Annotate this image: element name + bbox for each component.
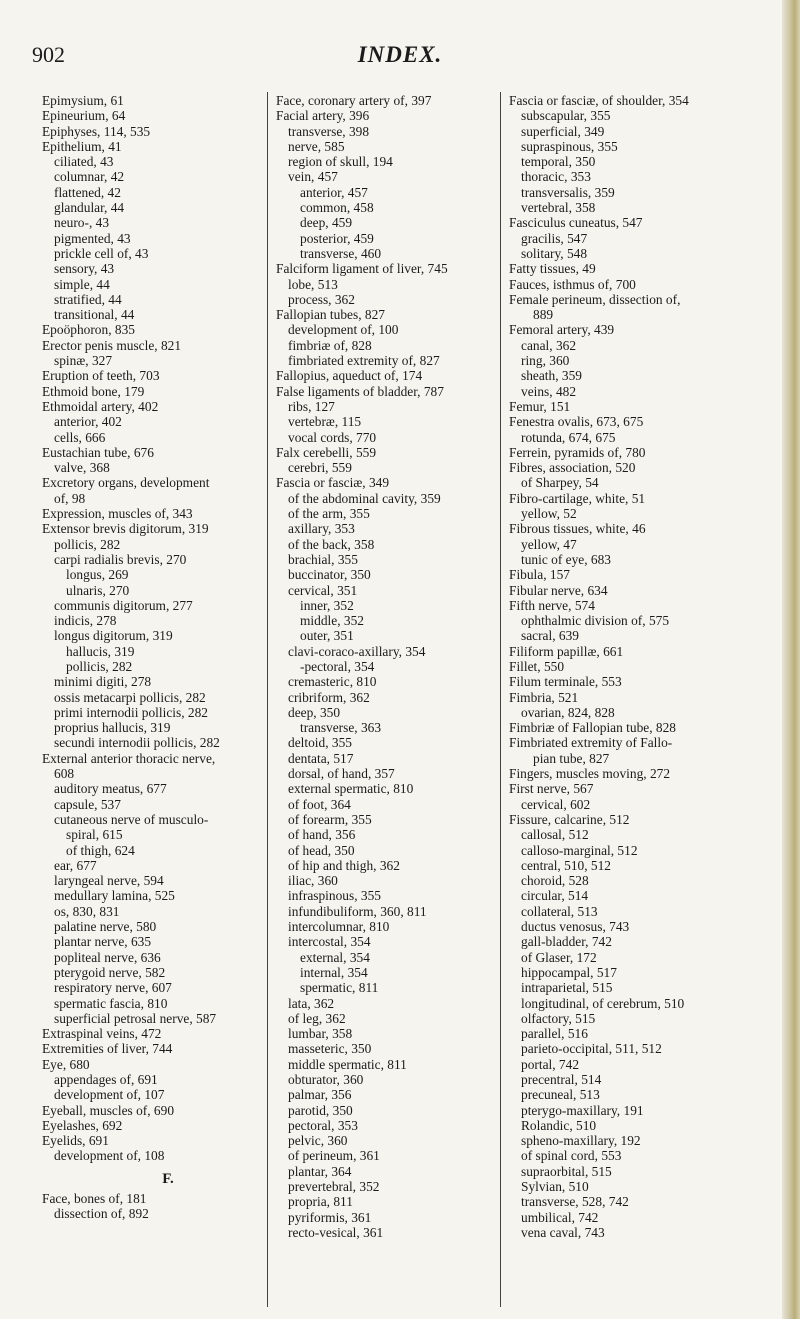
index-entry: of forearm, 355 <box>288 811 372 827</box>
index-entry: of thigh, 624 <box>66 842 135 858</box>
index-entry: 889 <box>533 307 554 323</box>
index-entry: Epimysium, 61 <box>42 93 124 108</box>
index-entry: masseteric, 350 <box>288 1041 372 1057</box>
index-entry: Fascia or fasciæ, of shoulder, 354 <box>509 93 689 108</box>
index-entry: Fifth nerve, 574 <box>509 597 595 613</box>
index-entry: Extensor brevis digitorum, 319 <box>42 521 209 537</box>
index-entry: Eruption of teeth, 703 <box>42 368 160 384</box>
index-entry: dorsal, of hand, 357 <box>288 766 395 782</box>
index-entry: sensory, 43 <box>54 261 115 277</box>
index-entry: ovarian, 824, 828 <box>521 704 615 720</box>
index-entry: indicis, 278 <box>54 613 117 629</box>
index-entry: precuneal, 513 <box>521 1087 600 1103</box>
index-entry: Epithelium, 41 <box>42 138 122 154</box>
index-entry: Eyeball, muscles of, 690 <box>42 1102 175 1118</box>
index-entry: Fimbria, 521 <box>509 689 579 705</box>
index-entry: popliteal nerve, 636 <box>54 949 161 965</box>
index-entry: development of, 107 <box>54 1087 165 1103</box>
index-entry: cutaneous nerve of musculo- <box>54 811 209 827</box>
index-entry: pollicis, 282 <box>54 536 121 552</box>
index-entry: sheath, 359 <box>521 368 582 384</box>
index-entry: pigmented, 43 <box>54 230 131 246</box>
index-entry: pterygo-maxillary, 191 <box>521 1102 644 1118</box>
index-entry: ductus venosus, 743 <box>521 919 630 935</box>
index-entry: Ferrein, pyramids of, 780 <box>509 444 646 460</box>
index-entry: Face, bones of, 181 <box>42 1191 147 1207</box>
index-entry: cerebri, 559 <box>288 460 352 476</box>
index-entry: Fibular nerve, 634 <box>509 582 608 598</box>
index-entry: capsule, 537 <box>54 796 121 812</box>
section-letter: F. <box>162 1170 174 1187</box>
index-entry: spermatic fascia, 810 <box>54 995 168 1011</box>
index-entry: inner, 352 <box>300 597 354 613</box>
index-entry: Excretory organs, development <box>42 475 210 491</box>
index-entry: Extraspinal veins, 472 <box>42 1026 162 1042</box>
index-entry: prickle cell of, 43 <box>54 245 149 261</box>
index-entry: olfactory, 515 <box>521 1010 596 1026</box>
index-entry: neuro-, 43 <box>54 215 110 231</box>
index-entry: calloso-marginal, 512 <box>521 842 638 858</box>
index-entry: thoracic, 353 <box>521 169 591 185</box>
index-entry: Expression, muscles of, 343 <box>42 506 193 522</box>
index-entry: gracilis, 547 <box>521 230 588 246</box>
index-entry: anterior, 457 <box>300 184 368 200</box>
index-entry: ossis metacarpi pollicis, 282 <box>54 689 206 705</box>
index-entry: rotunda, 674, 675 <box>521 429 616 445</box>
index-entry: lumbar, 358 <box>288 1026 353 1042</box>
index-entry: temporal, 350 <box>521 154 596 170</box>
index-entry: flattened, 42 <box>54 184 121 200</box>
index-entry: transversalis, 359 <box>521 184 615 200</box>
index-entry: Extremities of liver, 744 <box>42 1041 173 1057</box>
index-entry: spiral, 615 <box>66 827 123 843</box>
index-entry: Femoral artery, 439 <box>509 322 615 338</box>
index-entry: collateral, 513 <box>521 903 598 919</box>
page-number: 902 <box>32 42 65 67</box>
index-entry: region of skull, 194 <box>288 154 393 170</box>
index-entry: of spinal cord, 553 <box>521 1148 622 1164</box>
index-entry: of foot, 364 <box>288 796 351 812</box>
index-entry: fimbriated extremity of, 827 <box>288 353 440 369</box>
index-entry: outer, 351 <box>300 628 354 644</box>
index-entry: spheno-maxillary, 192 <box>521 1133 641 1149</box>
index-entry: of the arm, 355 <box>288 506 370 522</box>
index-entry: os, 830, 831 <box>54 903 120 919</box>
index-entry: ulnaris, 270 <box>66 582 130 598</box>
index-entry: primi internodii pollicis, 282 <box>54 704 208 720</box>
index-entry: of leg, 362 <box>288 1010 346 1026</box>
index-entry: deltoid, 355 <box>288 735 352 751</box>
index-entry: Epoöphoron, 835 <box>42 322 135 338</box>
index-entry: pyriformis, 361 <box>288 1209 372 1225</box>
index-entry: Fauces, isthmus of, 700 <box>509 276 636 292</box>
index-entry: cervical, 351 <box>288 582 358 598</box>
index-entry: Eyelashes, 692 <box>42 1117 123 1133</box>
index-entry: Falciform ligament of liver, 745 <box>276 261 448 277</box>
index-entry: vertebral, 358 <box>521 200 596 216</box>
index-entry: secundi internodii pollicis, 282 <box>54 735 220 751</box>
index-entry: Female perineum, dissection of, <box>509 291 681 307</box>
index-entry: valve, 368 <box>54 460 110 476</box>
index-entry: plantar, 364 <box>288 1163 352 1179</box>
index-entry: of perineum, 361 <box>288 1148 380 1164</box>
index-entry: circular, 514 <box>521 888 589 904</box>
index-entry: cells, 666 <box>54 429 106 445</box>
index-entry: internal, 354 <box>300 964 368 980</box>
index-entry: First nerve, 567 <box>509 781 594 797</box>
index-entry: longus, 269 <box>66 567 129 583</box>
index-entry: Fibro-cartilage, white, 51 <box>509 490 646 506</box>
index-entry: longus digitorum, 319 <box>54 628 173 644</box>
index-entry: transverse, 460 <box>300 245 382 261</box>
index-entry: choroid, 528 <box>521 873 589 889</box>
index-entry: superficial petrosal nerve, 587 <box>54 1010 217 1026</box>
index-entry: columnar, 42 <box>54 169 125 185</box>
index-entry: callosal, 512 <box>521 827 589 843</box>
index-entry: Fibrous tissues, white, 46 <box>509 521 646 537</box>
index-entry: Fasciculus cuneatus, 547 <box>509 215 643 231</box>
index-entry: middle, 352 <box>300 613 364 629</box>
index-entry: axillary, 353 <box>288 521 355 537</box>
index-entry: intercostal, 354 <box>288 934 371 950</box>
index-entry: obturator, 360 <box>288 1072 364 1087</box>
index-entry: brachial, 355 <box>288 551 358 567</box>
index-entry: of Glaser, 172 <box>521 949 597 965</box>
index-entry: vena caval, 743 <box>521 1224 605 1240</box>
index-entry: vertebræ, 115 <box>288 414 362 430</box>
index-entry: auditory meatus, 677 <box>54 781 167 797</box>
index-entry: gall-bladder, 742 <box>521 934 612 950</box>
index-entry: transverse, 363 <box>300 720 382 736</box>
index-entry: of the back, 358 <box>288 536 375 552</box>
index-entry: cribriform, 362 <box>288 689 370 705</box>
index-entry: Filiform papillæ, 661 <box>509 643 624 659</box>
index-entry: respiratory nerve, 607 <box>54 980 172 996</box>
index-entry: pian tube, 827 <box>533 750 610 766</box>
index-entry: lata, 362 <box>288 995 335 1011</box>
index-entry: proprius hallucis, 319 <box>54 720 171 736</box>
index-column-3 <box>509 93 759 1240</box>
index-entry: supraspinous, 355 <box>521 138 618 154</box>
index-entry: Femur, 151 <box>509 398 571 414</box>
index-entry: Fallopian tubes, 827 <box>276 307 385 323</box>
index-entry: Face, coronary artery of, 397 <box>276 93 432 108</box>
index-entry: Fingers, muscles moving, 272 <box>509 766 671 782</box>
index-entry: of the abdominal cavity, 359 <box>288 490 441 506</box>
column-divider <box>500 92 501 1307</box>
index-entry: fimbriæ of, 828 <box>288 337 372 353</box>
index-entry: yellow, 52 <box>521 506 577 522</box>
index-entry: deep, 459 <box>300 215 353 231</box>
index-entry: process, 362 <box>288 291 355 307</box>
column-divider <box>267 92 268 1307</box>
index-entry: veins, 482 <box>521 383 577 399</box>
index-entry: Eustachian tube, 676 <box>42 444 154 460</box>
index-entry: minimi digiti, 278 <box>54 674 152 690</box>
index-entry: of head, 350 <box>288 842 355 858</box>
index-entry: vein, 457 <box>288 169 338 185</box>
index-entry: transitional, 44 <box>54 307 135 323</box>
index-entry: parotid, 350 <box>288 1102 353 1118</box>
index-entry: Filum terminale, 553 <box>509 674 622 690</box>
index-entry: nerve, 585 <box>288 138 345 154</box>
index-entry: recto-vesical, 361 <box>288 1224 384 1240</box>
index-entry: hippocampal, 517 <box>521 964 617 980</box>
index-entry: middle spermatic, 811 <box>288 1056 407 1072</box>
index-entry: longitudinal, of cerebrum, 510 <box>521 995 685 1011</box>
index-entry: Fatty tissues, 49 <box>509 261 596 277</box>
index-entry: superficial, 349 <box>521 123 605 139</box>
index-entry: Fimbriæ of Fallopian tube, 828 <box>509 720 677 736</box>
page-edge <box>782 0 800 1319</box>
index-entry: external spermatic, 810 <box>288 781 414 797</box>
index-entry: Rolandic, 510 <box>521 1117 597 1133</box>
index-entry: prevertebral, 352 <box>288 1179 380 1195</box>
index-entry: Erector penis muscle, 821 <box>42 337 182 353</box>
index-entry: Fibula, 157 <box>509 567 571 583</box>
index-entry: common, 458 <box>300 200 374 216</box>
index-entry: ear, 677 <box>54 857 97 873</box>
index-entry: tunic of eye, 683 <box>521 551 611 567</box>
index-entry: External anterior thoracic nerve, <box>42 750 216 766</box>
index-entry: umbilical, 742 <box>521 1209 599 1225</box>
index-entry: cervical, 602 <box>521 796 591 812</box>
index-entry: cremasteric, 810 <box>288 674 377 690</box>
index-entry: Fimbriated extremity of Fallo- <box>509 735 673 751</box>
index-entry: vocal cords, 770 <box>288 429 377 445</box>
index-entry: stratified, 44 <box>54 291 122 307</box>
index-entry: transverse, 528, 742 <box>521 1194 629 1210</box>
index-entry: glandular, 44 <box>54 200 125 216</box>
index-entry: ring, 360 <box>521 353 570 369</box>
page-title: INDEX. <box>357 42 443 67</box>
index-entry: external, 354 <box>300 949 370 965</box>
index-entry: of Sharpey, 54 <box>521 475 599 491</box>
index-entry: Facial artery, 396 <box>276 108 370 124</box>
index-entry: appendages of, 691 <box>54 1072 158 1087</box>
index-entry: supraorbital, 515 <box>521 1163 612 1179</box>
index-entry: parieto-occipital, 511, 512 <box>521 1041 662 1057</box>
index-entry: clavi-coraco-axillary, 354 <box>288 643 426 659</box>
index-column-1 <box>42 93 264 1222</box>
index-entry: Sylvian, 510 <box>521 1179 589 1195</box>
index-entry: Eye, 680 <box>42 1056 90 1072</box>
index-entry: palatine nerve, 580 <box>54 919 157 935</box>
index-entry: sacral, 639 <box>521 628 580 644</box>
index-entry: iliac, 360 <box>288 873 338 889</box>
index-entry: development of, 108 <box>54 1148 165 1164</box>
index-entry: pollicis, 282 <box>66 658 133 674</box>
index-entry: plantar nerve, 635 <box>54 934 152 950</box>
index-entry: medullary lamina, 525 <box>54 888 175 904</box>
index-entry: dentata, 517 <box>288 750 354 766</box>
index-entry: pterygoid nerve, 582 <box>54 964 166 980</box>
index-entry: dissection of, 892 <box>54 1206 149 1222</box>
index-entry: palmar, 356 <box>288 1087 352 1103</box>
index-entry: of hand, 356 <box>288 827 356 843</box>
index-entry: ophthalmic division of, 575 <box>521 613 670 629</box>
index-entry: spinæ, 327 <box>54 353 113 369</box>
index-entry: of, 98 <box>54 490 86 506</box>
index-entry: subscapular, 355 <box>521 108 611 124</box>
index-entry: deep, 350 <box>288 704 341 720</box>
index-entry: Fallopius, aqueduct of, 174 <box>276 368 423 384</box>
index-entry: Eyelids, 691 <box>42 1133 109 1149</box>
index-entry: False ligaments of bladder, 787 <box>276 383 444 399</box>
page-header <box>0 42 800 72</box>
index-entry: infraspinous, 355 <box>288 888 381 904</box>
index-entry: canal, 362 <box>521 337 577 353</box>
index-entry: Epineurium, 64 <box>42 108 126 124</box>
index-entry: portal, 742 <box>521 1056 580 1072</box>
index-entry: parallel, 516 <box>521 1026 588 1042</box>
index-entry: Fenestra ovalis, 673, 675 <box>509 414 644 430</box>
index-entry: intercolumnar, 810 <box>288 919 390 935</box>
index-entry: Falx cerebelli, 559 <box>276 444 377 460</box>
index-entry: infundibuliform, 360, 811 <box>288 903 427 919</box>
index-entry: carpi radialis brevis, 270 <box>54 551 187 567</box>
index-entry: Fibres, association, 520 <box>509 460 636 476</box>
index-entry: solitary, 548 <box>521 245 588 261</box>
index-entry: Ethmoidal artery, 402 <box>42 398 159 414</box>
index-entry: development of, 100 <box>288 322 399 338</box>
index-entry: Fillet, 550 <box>509 658 565 674</box>
index-entry: buccinator, 350 <box>288 567 371 583</box>
index-entry: communis digitorum, 277 <box>54 597 193 613</box>
index-entry: -pectoral, 354 <box>300 658 375 674</box>
index-entry: lobe, 513 <box>288 276 338 292</box>
index-entry: simple, 44 <box>54 276 110 292</box>
index-entry: ribs, 127 <box>288 398 335 414</box>
index-entry: posterior, 459 <box>300 230 374 246</box>
index-entry: spermatic, 811 <box>300 980 379 996</box>
index-entry: precentral, 514 <box>521 1072 602 1087</box>
index-entry: Fascia or fasciæ, 349 <box>276 475 390 491</box>
index-entry: ciliated, 43 <box>54 154 114 170</box>
index-entry: pectoral, 353 <box>288 1117 358 1133</box>
index-column-2 <box>276 93 498 1240</box>
index-entry: yellow, 47 <box>521 536 577 552</box>
index-entry: of hip and thigh, 362 <box>288 857 400 873</box>
index-entry: transverse, 398 <box>288 123 370 139</box>
index-entry: pelvic, 360 <box>288 1133 348 1149</box>
index-entry: hallucis, 319 <box>66 643 135 659</box>
index-entry: central, 510, 512 <box>521 857 611 873</box>
index-entry: Ethmoid bone, 179 <box>42 383 145 399</box>
index-entry: laryngeal nerve, 594 <box>54 873 164 889</box>
index-entry: Fissure, calcarine, 512 <box>509 811 630 827</box>
index-entry: 608 <box>54 766 75 782</box>
index-entry: propria, 811 <box>288 1194 353 1210</box>
index-entry: Epiphyses, 114, 535 <box>42 123 151 139</box>
index-entry: intraparietal, 515 <box>521 980 613 996</box>
index-entry: anterior, 402 <box>54 414 122 430</box>
